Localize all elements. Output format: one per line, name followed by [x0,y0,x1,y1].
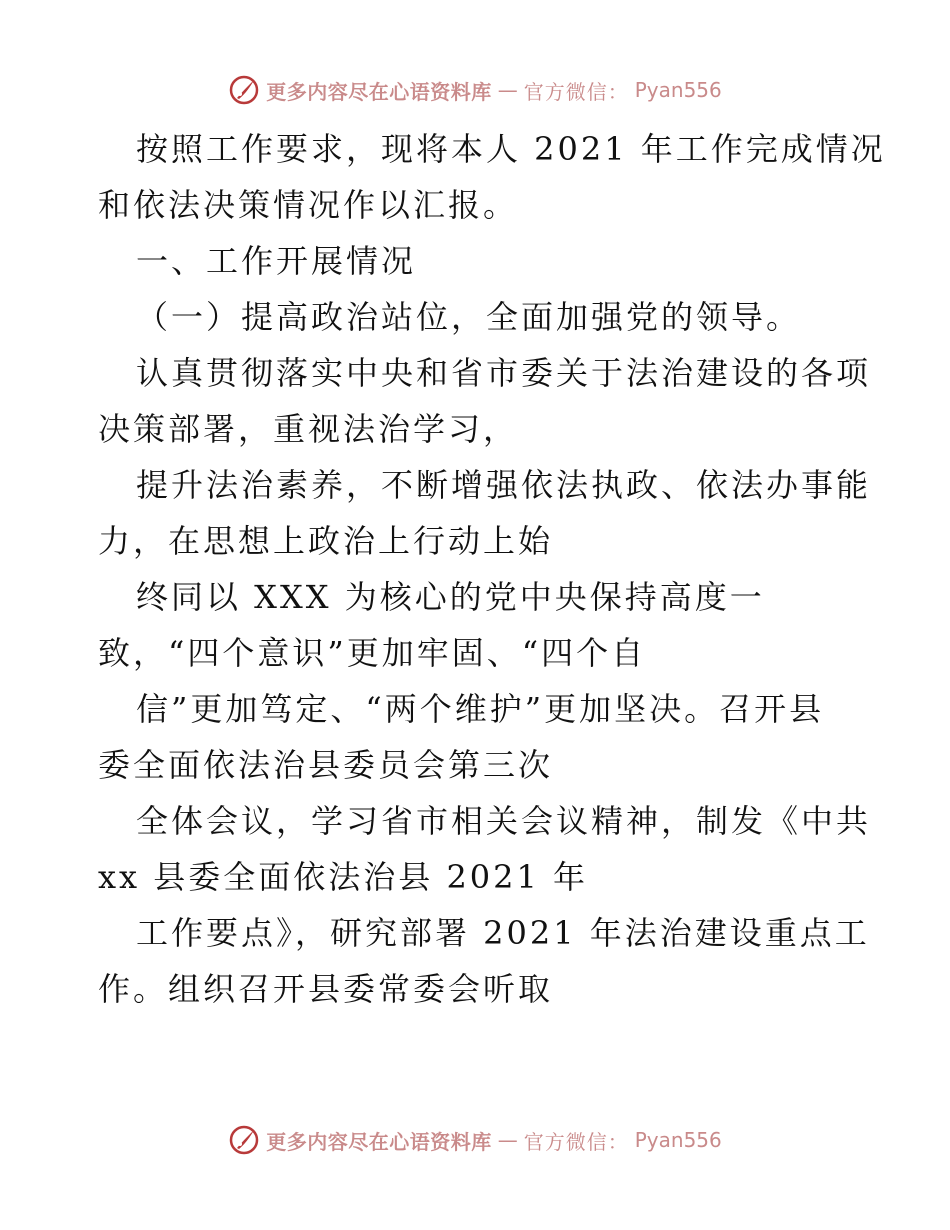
watermark-wechat-id: Pyan556 [634,78,722,102]
section-heading: 一、工作开展情况 [136,242,417,280]
header-watermark [0,70,950,110]
paragraph-line: 提升法治素养，不断增强依法执政、依法办事能 [136,466,872,504]
watermark-title: 更多内容尽在心语资料库 [266,79,492,104]
paragraph-line: 认真贯彻落实中央和省市委关于法治建设的各项 [136,354,872,392]
watermark-separator: — [497,78,518,102]
paragraph-line: 和依法决策情况作以汇报。 [98,186,519,224]
quill-logo-icon [228,74,260,106]
subsection-heading: （一）提高政治站位，全面加强党的领导。 [136,298,802,336]
footer-watermark [0,1120,950,1160]
watermark-wechat-id: Pyan556 [634,1128,722,1152]
paragraph-line: 作。组织召开县委常委会听取 [98,970,554,1008]
paragraph-line: 力，在思想上政治上行动上始 [98,522,554,560]
paragraph-line: 终同以 XXX 为核心的党中央保持高度一 [136,578,765,616]
paragraph-line: 工作要点》，研究部署 2021 年法治建设重点工 [136,914,870,952]
quill-logo-icon [228,1124,260,1156]
watermark-title: 更多内容尽在心语资料库 [266,1129,492,1154]
paragraph-line: 决策部署，重视法治学习， [98,410,519,448]
paragraph-line: xx 县委全面依法治县 2021 年 [98,858,589,896]
paragraph-line: 委全面依法治县委员会第三次 [98,746,554,784]
paragraph-line: 按照工作要求，现将本人 2021 年工作完成情况 [136,130,886,168]
watermark-separator: — [497,1128,518,1152]
paragraph-line: 全体会议，学习省市相关会议精神，制发《中共 [136,802,872,840]
paragraph-line: 致，“四个意识”更加牢固、“四个自 [98,634,647,672]
paragraph-line: 信”更加笃定、“两个维护”更加坚决。召开县 [136,690,825,728]
watermark-subtitle: 官方微信： [523,1129,629,1154]
document-body [98,125,886,1021]
watermark-subtitle: 官方微信： [523,79,629,104]
